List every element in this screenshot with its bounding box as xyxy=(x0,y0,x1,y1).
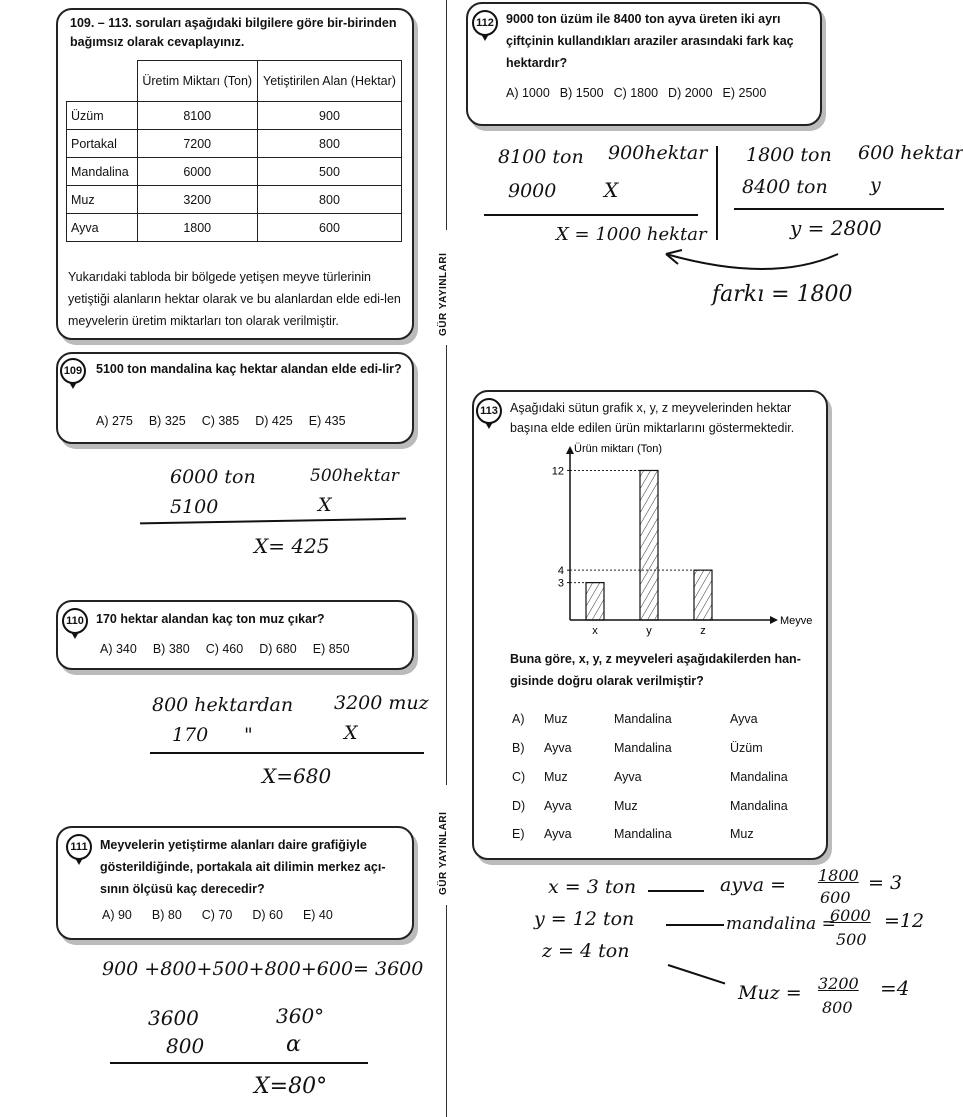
answer-list xyxy=(510,710,820,850)
question-109-text: 5100 ton mandalina kaç hektar alandan elde edi-lir? xyxy=(96,362,402,376)
option-b[interactable]: B) 380 xyxy=(152,642,190,656)
answer-row-b[interactable] xyxy=(510,741,820,761)
answer-z: Mandalina xyxy=(730,799,788,813)
option-d[interactable]: D) 425 xyxy=(255,414,293,428)
question-112-number-badge: 112 xyxy=(472,10,498,36)
q110-work-line1a: 800 hektardan xyxy=(152,694,294,716)
q112-work-a-result: X = 1000 hektar xyxy=(556,224,707,245)
q111-work-line2a: 800 xyxy=(166,1034,205,1058)
question-109-number-badge: 109 xyxy=(60,358,86,384)
x-axis-label: Meyve xyxy=(780,615,813,627)
option-e[interactable]: E) 40 xyxy=(302,908,333,922)
option-a[interactable]: A) 90 xyxy=(102,908,132,922)
answer-x: Ayva xyxy=(544,799,572,813)
table-row xyxy=(67,158,402,186)
area-cell: 800 xyxy=(257,130,401,158)
production-table xyxy=(66,60,402,242)
answer-y: Mandalina xyxy=(614,712,672,726)
answer-x: Muz xyxy=(544,712,568,726)
answer-z: Mandalina xyxy=(730,770,788,784)
q113-work-row3-res: =4 xyxy=(880,976,910,1000)
q110-work-line1b: 3200 muz xyxy=(334,692,429,714)
option-e[interactable]: E) 435 xyxy=(308,414,346,428)
y-tick-label: 4 xyxy=(557,565,564,578)
q110-work-line2a: 170 xyxy=(172,724,209,746)
column-divider-bottom xyxy=(446,905,447,1117)
answer-letter: C) xyxy=(512,770,526,784)
answer-letter: A) xyxy=(512,712,525,726)
answer-z: Üzüm xyxy=(730,741,763,755)
q109-work-line2b: X xyxy=(318,494,332,516)
answer-row-d[interactable] xyxy=(510,799,820,819)
fruit-cell: Muz xyxy=(67,186,138,214)
question-110-box xyxy=(56,600,414,670)
answer-y: Muz xyxy=(614,799,638,813)
x-tick-label: x xyxy=(592,625,598,637)
q113-arrow-2 xyxy=(666,924,724,926)
q113-work-row1-res: = 3 xyxy=(868,872,903,894)
table-row xyxy=(67,130,402,158)
x-axis-arrow-icon xyxy=(770,616,778,624)
q112-work-rule-a xyxy=(484,214,698,216)
production-cell: 3200 xyxy=(137,186,257,214)
fruit-cell: Üzüm xyxy=(67,102,138,130)
area-cell: 800 xyxy=(257,186,401,214)
q109-work-result: X= 425 xyxy=(254,534,330,558)
q113-work-row1-den: 600 xyxy=(820,888,851,907)
q112-work-rule-b xyxy=(734,208,944,210)
option-a[interactable]: A) 340 xyxy=(100,642,137,656)
option-e[interactable]: E) 2500 xyxy=(722,86,767,100)
table-row xyxy=(67,102,402,130)
question-110-options xyxy=(100,642,350,656)
answer-z: Muz xyxy=(730,827,754,841)
table-header-area: Yetiştirilen Alan (Hektar) xyxy=(257,61,401,102)
question-112-options xyxy=(506,86,766,100)
q113-work-row2-left: y = 12 ton xyxy=(534,908,635,930)
question-111-text: Meyvelerin yetiştirme alanları daire grafiğiyle gösterildiğinde, portakala ait dilimin merkez açı-sının ölçüsü kaç derecedir? xyxy=(100,838,386,896)
fruit-cell: Mandalina xyxy=(67,158,138,186)
answer-row-c[interactable] xyxy=(510,770,820,790)
q113-work-row1-mid: ayva = xyxy=(720,874,787,896)
answer-x: Ayva xyxy=(544,741,572,755)
option-d[interactable]: D) 2000 xyxy=(668,86,713,100)
production-cell: 6000 xyxy=(137,158,257,186)
table-header-empty xyxy=(67,61,138,102)
q113-work-row3-left: z = 4 ton xyxy=(542,940,630,962)
q112-work-a3: 9000 xyxy=(508,180,557,202)
x-tick-label: y xyxy=(646,625,652,637)
q112-work-difference: farkı = 1800 xyxy=(712,282,853,307)
question-109-box xyxy=(56,352,414,444)
q112-work-separator xyxy=(716,146,718,240)
production-cell: 1800 xyxy=(137,214,257,242)
y-tick-label: 12 xyxy=(551,465,564,478)
production-cell: 8100 xyxy=(137,102,257,130)
answer-x: Ayva xyxy=(544,827,572,841)
q112-work-a1: 8100 ton xyxy=(498,146,584,168)
q112-work-a2: 900hektar xyxy=(608,142,708,164)
q112-work-b4: y xyxy=(870,174,881,196)
q113-arrow-3 xyxy=(668,964,726,984)
q111-work-line2b: α xyxy=(286,1032,301,1057)
answer-y: Mandalina xyxy=(614,827,672,841)
answer-letter: B) xyxy=(512,741,525,755)
q109-work-line1b: 500hektar xyxy=(310,466,399,486)
y-axis-label: Ürün miktarı (Ton) xyxy=(574,443,663,455)
publisher-side-label: GÜR YAYINLARI xyxy=(438,252,449,336)
answer-y: Ayva xyxy=(614,770,642,784)
q109-work-line1a: 6000 ton xyxy=(170,466,256,488)
option-c[interactable]: C) 70 xyxy=(201,908,233,922)
question-111-options xyxy=(102,908,333,922)
q109-work-rule xyxy=(140,518,406,525)
q111-work-line1b: 360° xyxy=(276,1004,325,1028)
intro-heading: 109. – 113. soruları aşağıdaki bilgilere göre bir-birinden bağımsız olarak cevaplayınız. xyxy=(70,16,397,49)
column-divider-mid xyxy=(446,345,447,785)
option-c[interactable]: C) 460 xyxy=(205,642,244,656)
option-c[interactable]: C) 385 xyxy=(201,414,240,428)
q113-work-row3-num: 3200 xyxy=(818,974,859,993)
q111-work-rule xyxy=(110,1062,368,1064)
y-tick-label: 3 xyxy=(557,577,564,590)
question-111-number-badge: 111 xyxy=(66,834,92,860)
q113-work-row1-left: x = 3 ton xyxy=(548,876,637,898)
area-cell: 500 xyxy=(257,158,401,186)
q112-work-b3: 8400 ton xyxy=(742,176,828,198)
q111-work-sum: 900 +800+500+800+600= 3600 xyxy=(102,958,424,980)
option-d[interactable]: D) 680 xyxy=(259,642,297,656)
q109-work-line2a: 5100 xyxy=(170,496,219,518)
q113-work-row1-num: 1800 xyxy=(818,866,859,885)
table-header-row xyxy=(67,61,402,102)
q113-work-row2-num: 6000 xyxy=(830,906,871,925)
question-112-box xyxy=(466,2,822,126)
question-110-number-badge: 110 xyxy=(62,608,88,634)
intro-box xyxy=(56,8,414,340)
intro-footer: Yukarıdaki tabloda bir bölgede yetişen meyve türlerinin yetiştiği alanların hektar olarak ve bu alanlardan elde edi-len meyvelerin üretim miktarları ton olarak verilmiştir. xyxy=(68,270,401,328)
q110-work-rule xyxy=(150,752,424,754)
bar-chart xyxy=(534,443,813,640)
q112-work-b2: 600 hektar xyxy=(858,142,963,164)
question-113-number-badge: 113 xyxy=(476,398,502,424)
answer-y: Mandalina xyxy=(614,741,672,755)
q113-arrow-1 xyxy=(648,890,704,892)
q113-work-row3-den: 800 xyxy=(822,998,853,1017)
answer-row-a[interactable] xyxy=(510,712,820,732)
question-109-options xyxy=(96,414,346,428)
option-a[interactable]: A) 275 xyxy=(96,414,133,428)
option-c[interactable]: C) 1800 xyxy=(613,86,659,100)
q112-work-b-result: y = 2800 xyxy=(790,216,882,240)
question-111-box xyxy=(56,826,414,940)
answer-z: Ayva xyxy=(730,712,758,726)
q111-work-result: X=80° xyxy=(254,1074,328,1099)
question-113-question: Buna göre, x, y, z meyveleri aşağıdakilerden han-gisinde doğru olarak verilmiştir? xyxy=(510,652,801,688)
answer-letter: D) xyxy=(512,799,526,813)
option-b[interactable]: B) 1500 xyxy=(559,86,604,100)
option-b[interactable]: B) 325 xyxy=(148,414,186,428)
q113-work-row3-mid: Muz = xyxy=(738,982,802,1004)
option-d[interactable]: D) 60 xyxy=(252,908,283,922)
table-row xyxy=(67,214,402,242)
q113-work-row2-res: =12 xyxy=(884,910,925,932)
answer-letter: E) xyxy=(512,827,525,841)
fruit-cell: Portakal xyxy=(67,130,138,158)
option-b[interactable]: B) 80 xyxy=(151,908,182,922)
area-cell: 900 xyxy=(257,102,401,130)
bar-y xyxy=(640,470,658,620)
question-110-text: 170 hektar alandan kaç ton muz çıkar? xyxy=(96,612,325,626)
q112-work-a4: X xyxy=(604,178,619,202)
x-tick-label: z xyxy=(700,625,706,637)
question-113-box xyxy=(472,390,828,860)
column-divider-top xyxy=(446,0,447,230)
y-axis-arrow-icon xyxy=(566,446,574,454)
question-112-text: 9000 ton üzüm ile 8400 ton ayva üreten iki ayrı çiftçinin kullandıkları araziler arasındaki fark kaç hektardır? xyxy=(506,12,794,70)
q110-work-line2c: X xyxy=(344,722,358,744)
question-113-text: Aşağıdaki sütun grafik x, y, z meyvelerinden hektar başına elde edilen ürün miktarlarını göstermektedir. xyxy=(510,401,795,435)
q110-work-result: X=680 xyxy=(262,764,332,788)
publisher-side-label-2: GÜR YAYINLARI xyxy=(438,811,449,895)
bar-x xyxy=(586,583,604,620)
table-row xyxy=(67,186,402,214)
q110-work-line2b: " xyxy=(244,724,253,746)
q111-work-line1a: 3600 xyxy=(148,1006,199,1030)
fruit-cell: Ayva xyxy=(67,214,138,242)
area-cell: 600 xyxy=(257,214,401,242)
option-e[interactable]: E) 850 xyxy=(312,642,350,656)
option-a[interactable]: A) 1000 xyxy=(506,86,550,100)
table-header-production: Üretim Miktarı (Ton) xyxy=(137,61,257,102)
answer-x: Muz xyxy=(544,770,568,784)
q113-work-row2-den: 500 xyxy=(836,930,867,949)
bar-z xyxy=(694,570,712,620)
answer-row-e[interactable] xyxy=(510,827,820,847)
q113-work-row2-mid: mandalina = xyxy=(726,914,836,934)
production-cell: 7200 xyxy=(137,130,257,158)
q112-work-b1: 1800 ton xyxy=(746,144,832,166)
